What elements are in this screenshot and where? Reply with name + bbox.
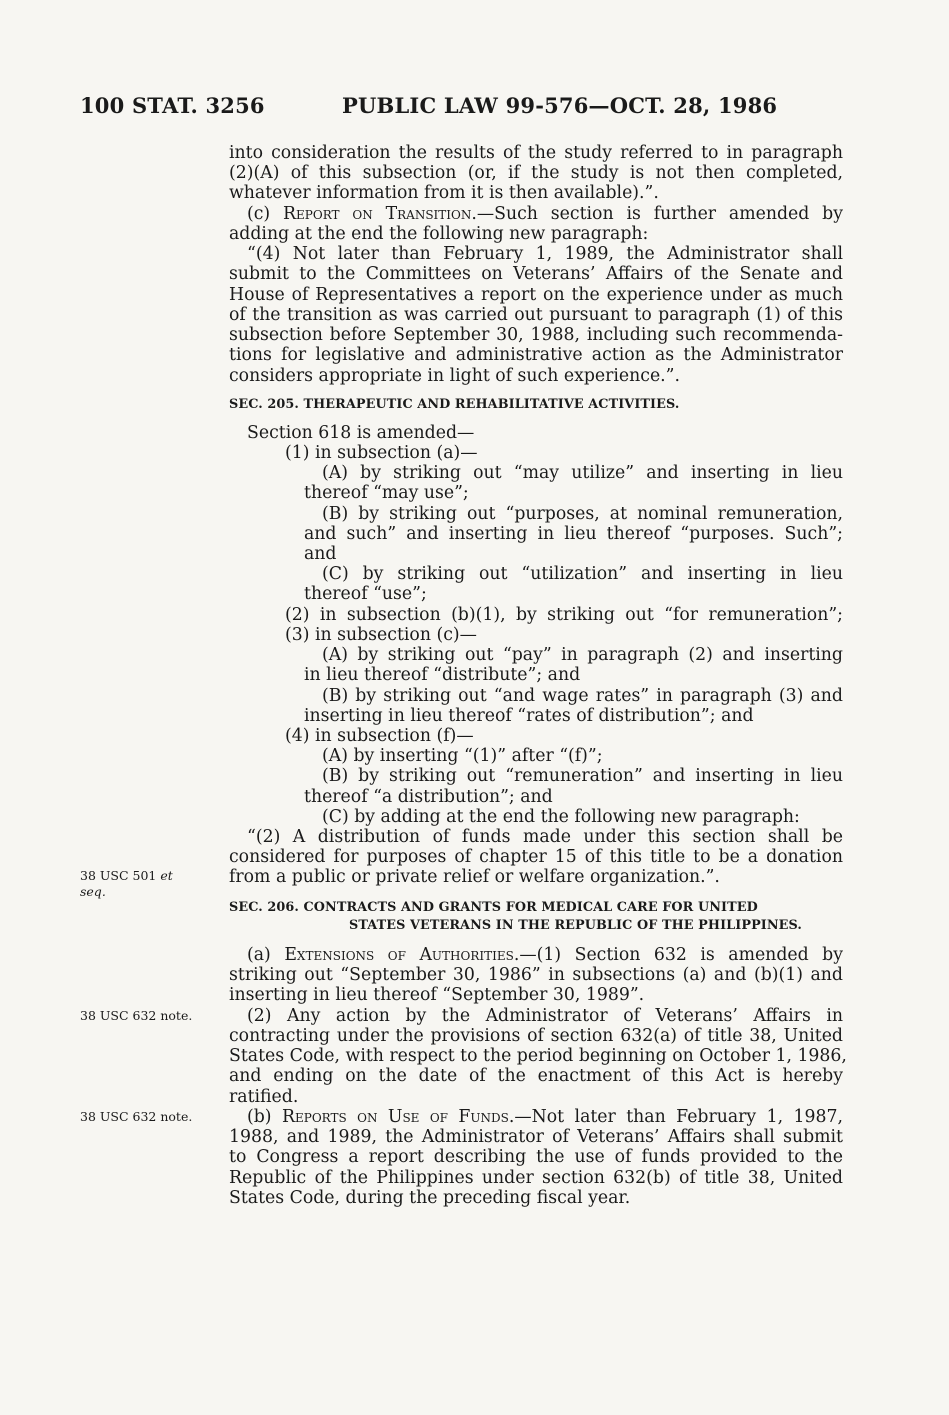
citation-seq: seq. <box>80 884 106 899</box>
text-line: States Code, during the preceding fiscal year. <box>229 1188 631 1208</box>
text-line: whatever information from it is then available).”. <box>229 183 659 203</box>
citation-text: 38 USC 501 <box>80 868 157 883</box>
text-line: contracting under the provisions of section 632(a) of title 38, United <box>229 1026 843 1046</box>
text-line: (1) in subsection (a)— <box>285 443 478 463</box>
subsection-b-line <box>247 1107 843 1127</box>
text-line: of the transition as was carried out pursuant to paragraph (1) of this <box>229 305 843 325</box>
subsection-heading: Report on Transition <box>283 204 472 224</box>
subsection-text: .—(1) Section 632 is amended by <box>513 945 844 965</box>
text-line: and ending on the date of the enactment of this Act is hereby <box>229 1066 843 1086</box>
text-line: to Congress a report describing the use of funds provided to the <box>229 1147 843 1167</box>
subsection-heading: Extensions of Authorities <box>284 945 514 965</box>
text-line: striking out “September 30, 1986” in subsections (a) and (b)(1) and <box>229 965 843 985</box>
text-line: thereof “a distribution”; and <box>304 787 553 807</box>
subsection-heading: Reports on Use of Funds <box>281 1107 509 1127</box>
text-line: “(2) A distribution of funds made under this section shall be <box>247 827 843 847</box>
subsection-label: (a) <box>247 945 285 965</box>
public-law-title: PUBLIC LAW 99-576—OCT. 28, 1986 <box>342 93 778 118</box>
text-line: (2)(A) of this subsection (or, if the study is not then completed, <box>229 163 843 183</box>
text-line: (A) by striking out “may utilize” and inserting in lieu <box>322 463 843 483</box>
subsection-c-line <box>247 204 843 224</box>
text-line: (A) by striking out “pay” in paragraph (2) and inserting <box>322 645 843 665</box>
subsection-label: (b) <box>247 1107 282 1127</box>
text-line: inserting in lieu thereof “September 30, 1989”. <box>229 985 645 1005</box>
citation-et: et <box>160 868 173 883</box>
text-line: House of Representatives a report on the experience under as much <box>229 285 843 305</box>
text-line: inserting in lieu thereof “rates of distribution”; and <box>304 706 754 726</box>
statute-page-number: 100 STAT. 3256 <box>80 93 265 118</box>
subsection-label: (c) <box>247 204 284 224</box>
text-line: tions for legislative and administrative action as the Administrator <box>229 345 843 365</box>
text-line: (C) by adding at the end the following new paragraph: <box>322 807 800 827</box>
text-line: “(4) Not later than February 1, 1989, the Administrator shall <box>247 244 843 264</box>
text-line: ratified. <box>229 1087 299 1107</box>
section-206-heading-line2: STATES VETERANS IN THE REPUBLIC OF THE PHILIPPINES. <box>349 918 802 933</box>
text-line: into consideration the results of the study referred to in paragraph <box>229 143 843 163</box>
text-line: 1988, and 1989, the Administrator of Veterans’ Affairs shall submit <box>229 1127 843 1147</box>
text-line: thereof “may use”; <box>304 483 469 503</box>
text-line: Republic of the Philippines under section 632(b) of title 38, United <box>229 1168 843 1188</box>
text-line: in lieu thereof “distribute”; and <box>304 665 581 685</box>
subsection-text: .—Such section is further amended by <box>471 204 844 224</box>
subsection-text: .—Not later than February 1, 1987, <box>508 1107 843 1127</box>
margin-citation-usc-501 <box>80 868 173 900</box>
text-line: (C) by striking out “utilization” and inserting in lieu <box>322 564 843 584</box>
text-line: and <box>304 544 337 564</box>
margin-citation-usc-632: 38 USC 632 note. <box>80 1008 193 1023</box>
text-line: (3) in subsection (c)— <box>285 625 477 645</box>
text-line: considers appropriate in light of such experience.”. <box>229 366 680 386</box>
text-line: Section 618 is amended— <box>247 423 475 443</box>
subsection-a-line <box>247 945 843 965</box>
text-line: (A) by inserting “(1)” after “(f)”; <box>322 746 603 766</box>
text-line: States Code, with respect to the period beginning on October 1, 1986, <box>229 1046 847 1066</box>
text-line: submit to the Committees on Veterans’ Affairs of the Senate and <box>229 264 843 284</box>
text-line: subsection before September 30, 1988, including such recommenda- <box>229 325 843 345</box>
text-line: (B) by striking out “remuneration” and inserting in lieu <box>322 766 843 786</box>
text-line: (B) by striking out “and wage rates” in paragraph (3) and <box>322 686 843 706</box>
text-line: and such” and inserting in lieu thereof “purposes. Such”; <box>304 524 843 544</box>
margin-citation-usc-632: 38 USC 632 note. <box>80 1109 193 1124</box>
text-line: (B) by striking out “purposes, at nominal remuneration, <box>322 504 843 524</box>
section-206-heading-line1: SEC. 206. CONTRACTS AND GRANTS FOR MEDICAL CARE FOR UNITED <box>229 900 758 915</box>
text-line: (2) in subsection (b)(1), by striking out “for remuneration”; <box>285 605 843 625</box>
section-205-heading: SEC. 205. THERAPEUTIC AND REHABILITATIVE ACTIVITIES. <box>229 397 680 412</box>
text-line: considered for purposes of chapter 15 of this title to be a donation <box>229 847 843 867</box>
text-line: from a public or private relief or welfare organization.”. <box>229 867 720 887</box>
text-line: (2) Any action by the Administrator of Veterans’ Affairs in <box>247 1006 843 1026</box>
text-line: (4) in subsection (f)— <box>285 726 474 746</box>
text-line: thereof “use”; <box>304 584 427 604</box>
text-line: adding at the end the following new paragraph: <box>229 224 649 244</box>
